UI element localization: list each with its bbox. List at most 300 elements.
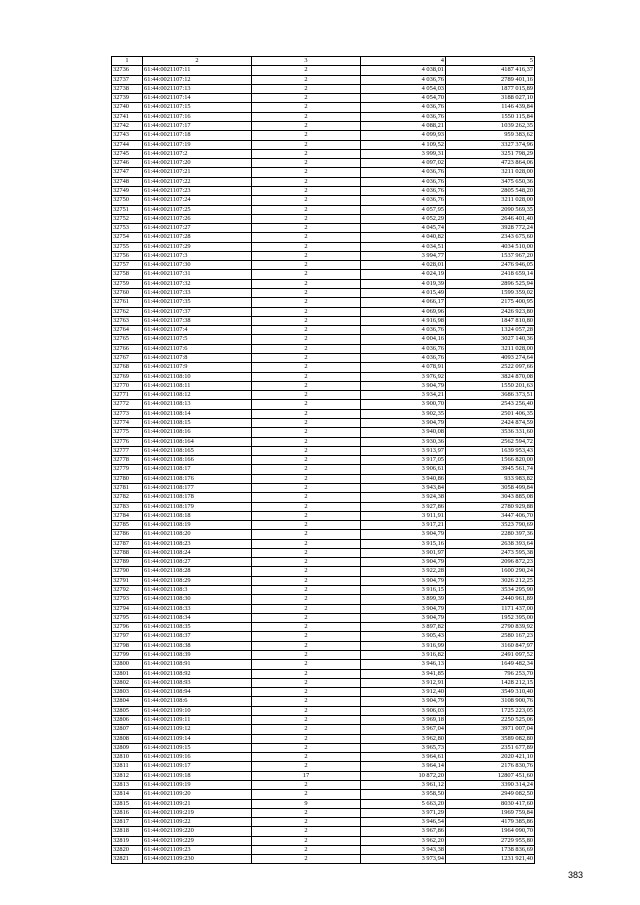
count-cell: 2	[252, 790, 361, 799]
table-row	[112, 372, 535, 381]
count-cell: 2	[252, 418, 361, 427]
row-number-cell: 32792	[112, 586, 143, 595]
count-cell: 2	[252, 233, 361, 242]
table-row	[112, 326, 535, 335]
row-number-cell: 32741	[112, 112, 143, 121]
count-cell: 2	[252, 595, 361, 604]
count-cell: 2	[252, 465, 361, 474]
table-row	[112, 446, 535, 455]
area-cell: 3 967,86	[361, 827, 446, 836]
cadastral-number-cell: 61:44:0021108:38	[143, 641, 252, 650]
row-number-cell: 32818	[112, 827, 143, 836]
table-row	[112, 836, 535, 845]
cadastral-value-cell: 2343 675,60	[446, 233, 535, 242]
area-cell: 3 962,80	[361, 734, 446, 743]
cadastral-value-cell: 1952 395,00	[446, 613, 535, 622]
cadastral-number-cell: 61:44:0021107:21	[143, 168, 252, 177]
row-number-cell: 32791	[112, 576, 143, 585]
count-cell: 2	[252, 400, 361, 409]
row-number-cell: 32749	[112, 186, 143, 195]
table-row	[112, 511, 535, 520]
area-cell: 4 004,16	[361, 335, 446, 344]
table-row	[112, 669, 535, 678]
cadastral-value-cell: 2580 167,23	[446, 632, 535, 641]
cadastral-number-cell: 61:44:0021108:10	[143, 372, 252, 381]
row-number-cell: 32786	[112, 530, 143, 539]
row-number-cell: 32762	[112, 307, 143, 316]
area-cell: 3 906,03	[361, 706, 446, 715]
cadastral-number-cell: 61:44:0021108:16	[143, 428, 252, 437]
count-cell: 2	[252, 251, 361, 260]
area-cell: 3 958,50	[361, 790, 446, 799]
cadastral-number-cell: 61:44:0021109:219	[143, 808, 252, 817]
cadastral-value-cell: 1146 439,84	[446, 103, 535, 112]
area-cell: 4 036,76	[361, 186, 446, 195]
area-cell: 3 927,86	[361, 502, 446, 511]
cadastral-value-cell: 3211 028,00	[446, 168, 535, 177]
cadastral-number-cell: 61:44:0021107:38	[143, 316, 252, 325]
area-cell: 4 054,70	[361, 94, 446, 103]
row-number-cell: 32776	[112, 437, 143, 446]
cadastral-number-cell: 61:44:0021108:18	[143, 511, 252, 520]
table-row	[112, 94, 535, 103]
area-cell: 3 904,79	[361, 604, 446, 613]
row-number-cell: 32801	[112, 669, 143, 678]
row-number-cell: 32808	[112, 734, 143, 743]
table-row	[112, 335, 535, 344]
area-cell: 3 906,61	[361, 465, 446, 474]
table-row	[112, 121, 535, 130]
cadastral-value-cell: 1964 090,70	[446, 827, 535, 836]
table-row	[112, 186, 535, 195]
count-cell: 2	[252, 103, 361, 112]
cadastral-number-cell: 61:44:0021107:12	[143, 75, 252, 84]
cadastral-value-cell: 3928 772,24	[446, 224, 535, 233]
table-row	[112, 502, 535, 511]
area-cell: 3 913,97	[361, 446, 446, 455]
cadastral-number-cell: 61:44:0021109:20	[143, 790, 252, 799]
cadastral-value-cell: 2805 548,20	[446, 186, 535, 195]
table-row	[112, 780, 535, 789]
row-number-cell: 32768	[112, 363, 143, 372]
table-row	[112, 400, 535, 409]
area-cell: 3 897,82	[361, 623, 446, 632]
cadastral-value-cell: 1231 921,40	[446, 855, 535, 864]
table-row	[112, 279, 535, 288]
row-number-cell: 32800	[112, 660, 143, 669]
area-cell: 4 024,19	[361, 270, 446, 279]
table-row	[112, 734, 535, 743]
cadastral-number-cell: 61:44:0021109:21	[143, 799, 252, 808]
cadastral-number-cell: 61:44:0021107:9	[143, 363, 252, 372]
area-cell: 3 973,94	[361, 855, 446, 864]
area-cell: 3 904,79	[361, 418, 446, 427]
row-number-cell: 32747	[112, 168, 143, 177]
cadastral-number-cell: 61:44:0021108:176	[143, 474, 252, 483]
count-cell: 2	[252, 121, 361, 130]
count-cell: 2	[252, 94, 361, 103]
cadastral-number-cell: 61:44:0021107:29	[143, 242, 252, 251]
table-row	[112, 298, 535, 307]
count-cell: 2	[252, 753, 361, 762]
area-cell: 3 964,14	[361, 762, 446, 771]
table-row	[112, 474, 535, 483]
cadastral-value-cell: 2729 955,80	[446, 836, 535, 845]
row-number-cell: 32805	[112, 706, 143, 715]
count-cell: 2	[252, 363, 361, 372]
column-header-row	[112, 57, 535, 66]
table-row	[112, 428, 535, 437]
cadastral-number-cell: 61:44:0021107:30	[143, 261, 252, 270]
table-row	[112, 131, 535, 140]
column-header-4: 4	[361, 57, 446, 66]
table-row	[112, 307, 535, 316]
table-row	[112, 827, 535, 836]
count-cell: 2	[252, 613, 361, 622]
table-row	[112, 576, 535, 585]
row-number-cell: 32750	[112, 196, 143, 205]
row-number-cell: 32814	[112, 790, 143, 799]
cadastral-value-cell: 1725 223,05	[446, 706, 535, 715]
cadastral-value-cell: 3211 028,00	[446, 196, 535, 205]
table-row	[112, 799, 535, 808]
row-number-cell: 32756	[112, 251, 143, 260]
count-cell: 2	[252, 530, 361, 539]
cadastral-number-cell: 61:44:0021107:28	[143, 233, 252, 242]
count-cell: 2	[252, 725, 361, 734]
count-cell: 2	[252, 428, 361, 437]
cadastral-number-cell: 61:44:0021108:20	[143, 530, 252, 539]
count-cell: 2	[252, 558, 361, 567]
table-row	[112, 678, 535, 687]
count-cell: 2	[252, 697, 361, 706]
cadastral-value-cell: 2440 961,89	[446, 595, 535, 604]
data-sheet	[111, 56, 533, 864]
count-cell: 2	[252, 743, 361, 752]
column-header-5: 5	[446, 57, 535, 66]
row-number-cell: 32743	[112, 131, 143, 140]
cadastral-value-cell: 2418 659,14	[446, 270, 535, 279]
area-cell: 3 962,20	[361, 836, 446, 845]
row-number-cell: 32760	[112, 289, 143, 298]
cadastral-value-cell: 1171 437,00	[446, 604, 535, 613]
row-number-cell: 32767	[112, 354, 143, 363]
count-cell: 2	[252, 623, 361, 632]
count-cell: 2	[252, 521, 361, 530]
cadastral-number-cell: 61:44:0021108:179	[143, 502, 252, 511]
row-number-cell: 32807	[112, 725, 143, 734]
area-cell: 4 066,17	[361, 298, 446, 307]
count-cell: 2	[252, 372, 361, 381]
cadastral-number-cell: 61:44:0021108:93	[143, 678, 252, 687]
row-number-cell: 32812	[112, 771, 143, 780]
area-cell: 4 045,74	[361, 224, 446, 233]
row-number-cell: 32777	[112, 446, 143, 455]
cadastral-value-cell: 3188 027,10	[446, 94, 535, 103]
cadastral-value-cell: 3108 900,76	[446, 697, 535, 706]
area-cell: 3 946,13	[361, 660, 446, 669]
table-row	[112, 771, 535, 780]
area-cell: 3 999,31	[361, 149, 446, 158]
count-cell: 2	[252, 242, 361, 251]
cadastral-value-cell: 3971 007,04	[446, 725, 535, 734]
table-row	[112, 530, 535, 539]
table-row	[112, 632, 535, 641]
cadastral-value-cell: 1969 759,84	[446, 808, 535, 817]
area-cell: 3 900,70	[361, 400, 446, 409]
cadastral-value-cell: 2780 929,88	[446, 502, 535, 511]
count-cell: 2	[252, 845, 361, 854]
table-row	[112, 715, 535, 724]
row-number-cell: 32761	[112, 298, 143, 307]
area-cell: 4 078,91	[361, 363, 446, 372]
cadastral-number-cell: 61:44:0021108:35	[143, 623, 252, 632]
cadastral-number-cell: 61:44:0021108:34	[143, 613, 252, 622]
cadastral-number-cell: 61:44:0021109:230	[143, 855, 252, 864]
table-row	[112, 808, 535, 817]
table-row	[112, 613, 535, 622]
cadastral-value-cell: 3211 028,00	[446, 344, 535, 353]
count-cell: 2	[252, 437, 361, 446]
cadastral-number-cell: 61:44:0021107:24	[143, 196, 252, 205]
cadastral-value-cell: 4179 385,86	[446, 818, 535, 827]
area-cell: 4 038,01	[361, 66, 446, 75]
row-number-cell: 32790	[112, 567, 143, 576]
row-number-cell: 32785	[112, 521, 143, 530]
count-cell: 2	[252, 112, 361, 121]
table-row	[112, 706, 535, 715]
column-header-3: 3	[252, 57, 361, 66]
table-row	[112, 586, 535, 595]
cadastral-number-cell: 61:44:0021107:20	[143, 159, 252, 168]
cadastral-number-cell: 61:44:0021108:24	[143, 548, 252, 557]
area-cell: 3 901,97	[361, 548, 446, 557]
row-number-cell: 32780	[112, 474, 143, 483]
row-number-cell: 32796	[112, 623, 143, 632]
row-number-cell: 32763	[112, 316, 143, 325]
table-row	[112, 84, 535, 93]
cadastral-number-cell: 61:44:0021107:2	[143, 149, 252, 158]
cadastral-number-cell: 61:44:0021108:30	[143, 595, 252, 604]
row-number-cell: 32746	[112, 159, 143, 168]
area-cell: 3 969,18	[361, 715, 446, 724]
cadastral-number-cell: 61:44:0021107:5	[143, 335, 252, 344]
cadastral-value-cell: 2473 595,38	[446, 548, 535, 557]
table-row	[112, 205, 535, 214]
area-cell: 4 019,39	[361, 279, 446, 288]
cadastral-number-cell: 61:44:0021109:22	[143, 818, 252, 827]
table-row	[112, 391, 535, 400]
area-cell: 4 036,76	[361, 196, 446, 205]
cadastral-value-cell: 2175 400,95	[446, 298, 535, 307]
area-cell: 3 922,28	[361, 567, 446, 576]
cadastral-number-cell: 61:44:0021108:19	[143, 521, 252, 530]
cadastral-number-cell: 61:44:0021107:32	[143, 279, 252, 288]
count-cell: 2	[252, 456, 361, 465]
cadastral-number-cell: 61:44:0021108:12	[143, 391, 252, 400]
cadastral-number-cell: 61:44:0021109:16	[143, 753, 252, 762]
area-cell: 3 994,77	[361, 251, 446, 260]
cadastral-value-cell: 2638 393,64	[446, 539, 535, 548]
area-cell: 4 099,93	[361, 131, 446, 140]
cadastral-value-cell: 3523 790,69	[446, 521, 535, 530]
cadastral-number-cell: 61:44:0021107:37	[143, 307, 252, 316]
row-number-cell: 32810	[112, 753, 143, 762]
row-number-cell: 32752	[112, 214, 143, 223]
cadastral-number-cell: 61:44:0021108:15	[143, 418, 252, 427]
row-number-cell: 32745	[112, 149, 143, 158]
area-cell: 3 904,79	[361, 697, 446, 706]
cadastral-value-cell: 3534 295,90	[446, 586, 535, 595]
count-cell: 2	[252, 140, 361, 149]
area-cell: 3 917,21	[361, 521, 446, 530]
table-body	[112, 66, 535, 864]
cadastral-value-cell: 4723 864,06	[446, 159, 535, 168]
count-cell: 2	[252, 511, 361, 520]
row-number-cell: 32778	[112, 456, 143, 465]
row-number-cell: 32793	[112, 595, 143, 604]
row-number-cell: 32779	[112, 465, 143, 474]
count-cell: 2	[252, 446, 361, 455]
cadastral-number-cell: 61:44:0021108:28	[143, 567, 252, 576]
area-cell: 3 917,05	[361, 456, 446, 465]
table-row	[112, 159, 535, 168]
count-cell: 2	[252, 159, 361, 168]
table-row	[112, 196, 535, 205]
cadastral-number-cell: 61:44:0021108:3	[143, 586, 252, 595]
cadastral-value-cell: 2790 839,92	[446, 623, 535, 632]
table-row	[112, 251, 535, 260]
table-row	[112, 149, 535, 158]
cadastral-number-cell: 61:44:0021108:14	[143, 409, 252, 418]
cadastral-number-cell: 61:44:0021108:6	[143, 697, 252, 706]
cadastral-value-cell: 2424 874,59	[446, 418, 535, 427]
table-row	[112, 845, 535, 854]
row-number-cell: 32737	[112, 75, 143, 84]
cadastral-value-table	[111, 56, 535, 864]
row-number-cell: 32757	[112, 261, 143, 270]
table-row	[112, 539, 535, 548]
row-number-cell: 32774	[112, 418, 143, 427]
cadastral-number-cell: 61:44:0021108:91	[143, 660, 252, 669]
count-cell: 2	[252, 177, 361, 186]
cadastral-number-cell: 61:44:0021108:39	[143, 651, 252, 660]
table-row	[112, 660, 535, 669]
area-cell: 4 036,76	[361, 168, 446, 177]
cadastral-value-cell: 1566 820,00	[446, 456, 535, 465]
count-cell: 2	[252, 279, 361, 288]
area-cell: 3 904,79	[361, 530, 446, 539]
cadastral-value-cell: 1599 359,02	[446, 289, 535, 298]
count-cell: 2	[252, 270, 361, 279]
cadastral-value-cell: 1639 953,43	[446, 446, 535, 455]
cadastral-number-cell: 61:44:0021107:35	[143, 298, 252, 307]
cadastral-number-cell: 61:44:0021108:13	[143, 400, 252, 409]
row-number-cell: 32754	[112, 233, 143, 242]
page-number: 383	[568, 870, 584, 880]
row-number-cell: 32770	[112, 381, 143, 390]
table-row	[112, 344, 535, 353]
cadastral-number-cell: 61:44:0021107:25	[143, 205, 252, 214]
row-number-cell: 32802	[112, 678, 143, 687]
cadastral-value-cell: 4034 510,00	[446, 242, 535, 251]
cadastral-number-cell: 61:44:0021107:18	[143, 131, 252, 140]
count-cell: 2	[252, 354, 361, 363]
cadastral-number-cell: 61:44:0021107:6	[143, 344, 252, 353]
cadastral-number-cell: 61:44:0021108:37	[143, 632, 252, 641]
row-number-cell: 32759	[112, 279, 143, 288]
row-number-cell: 32781	[112, 483, 143, 492]
column-header-1: 1	[112, 57, 143, 66]
area-cell: 4 069,96	[361, 307, 446, 316]
count-cell: 2	[252, 808, 361, 817]
count-cell: 2	[252, 818, 361, 827]
cadastral-value-cell: 1039 262,35	[446, 121, 535, 130]
cadastral-number-cell: 61:44:0021109:23	[143, 845, 252, 854]
area-cell: 4 097,02	[361, 159, 446, 168]
row-number-cell: 32819	[112, 836, 143, 845]
cadastral-number-cell: 61:44:0021108:11	[143, 381, 252, 390]
area-cell: 3 924,38	[361, 493, 446, 502]
table-row	[112, 75, 535, 84]
count-cell: 2	[252, 483, 361, 492]
count-cell: 2	[252, 66, 361, 75]
cadastral-number-cell: 61:44:0021107:31	[143, 270, 252, 279]
area-cell: 4 036,76	[361, 354, 446, 363]
area-cell: 10 872,20	[361, 771, 446, 780]
count-cell: 2	[252, 149, 361, 158]
cadastral-number-cell: 61:44:0021107:15	[143, 103, 252, 112]
count-cell: 2	[252, 502, 361, 511]
area-cell: 4 088,21	[361, 121, 446, 130]
area-cell: 3 912,91	[361, 678, 446, 687]
cadastral-number-cell: 61:44:0021109:229	[143, 836, 252, 845]
cadastral-number-cell: 61:44:0021108:92	[143, 669, 252, 678]
table-row	[112, 567, 535, 576]
area-cell: 3 964,61	[361, 753, 446, 762]
table-row	[112, 697, 535, 706]
cadastral-number-cell: 61:44:0021109:19	[143, 780, 252, 789]
area-cell: 3 904,79	[361, 381, 446, 390]
table-row	[112, 418, 535, 427]
area-cell: 3 915,16	[361, 539, 446, 548]
count-cell: 2	[252, 205, 361, 214]
area-cell: 3 965,73	[361, 743, 446, 752]
count-cell: 2	[252, 289, 361, 298]
cadastral-value-cell: 3536 331,60	[446, 428, 535, 437]
table-row	[112, 743, 535, 752]
row-number-cell: 32787	[112, 539, 143, 548]
cadastral-number-cell: 61:44:0021107:8	[143, 354, 252, 363]
area-cell: 4 036,76	[361, 75, 446, 84]
cadastral-value-cell: 3475 650,36	[446, 177, 535, 186]
count-cell: 2	[252, 827, 361, 836]
cadastral-value-cell: 933 983,82	[446, 474, 535, 483]
area-cell: 4 034,51	[361, 242, 446, 251]
cadastral-number-cell: 61:44:0021107:13	[143, 84, 252, 93]
table-row	[112, 483, 535, 492]
row-number-cell: 32751	[112, 205, 143, 214]
cadastral-number-cell: 61:44:0021109:15	[143, 743, 252, 752]
area-cell: 3 904,79	[361, 613, 446, 622]
row-number-cell: 32772	[112, 400, 143, 409]
table-row	[112, 855, 535, 864]
cadastral-number-cell: 61:44:0021107:19	[143, 140, 252, 149]
row-number-cell: 32765	[112, 335, 143, 344]
count-cell: 2	[252, 669, 361, 678]
count-cell: 2	[252, 567, 361, 576]
area-cell: 4 036,76	[361, 177, 446, 186]
